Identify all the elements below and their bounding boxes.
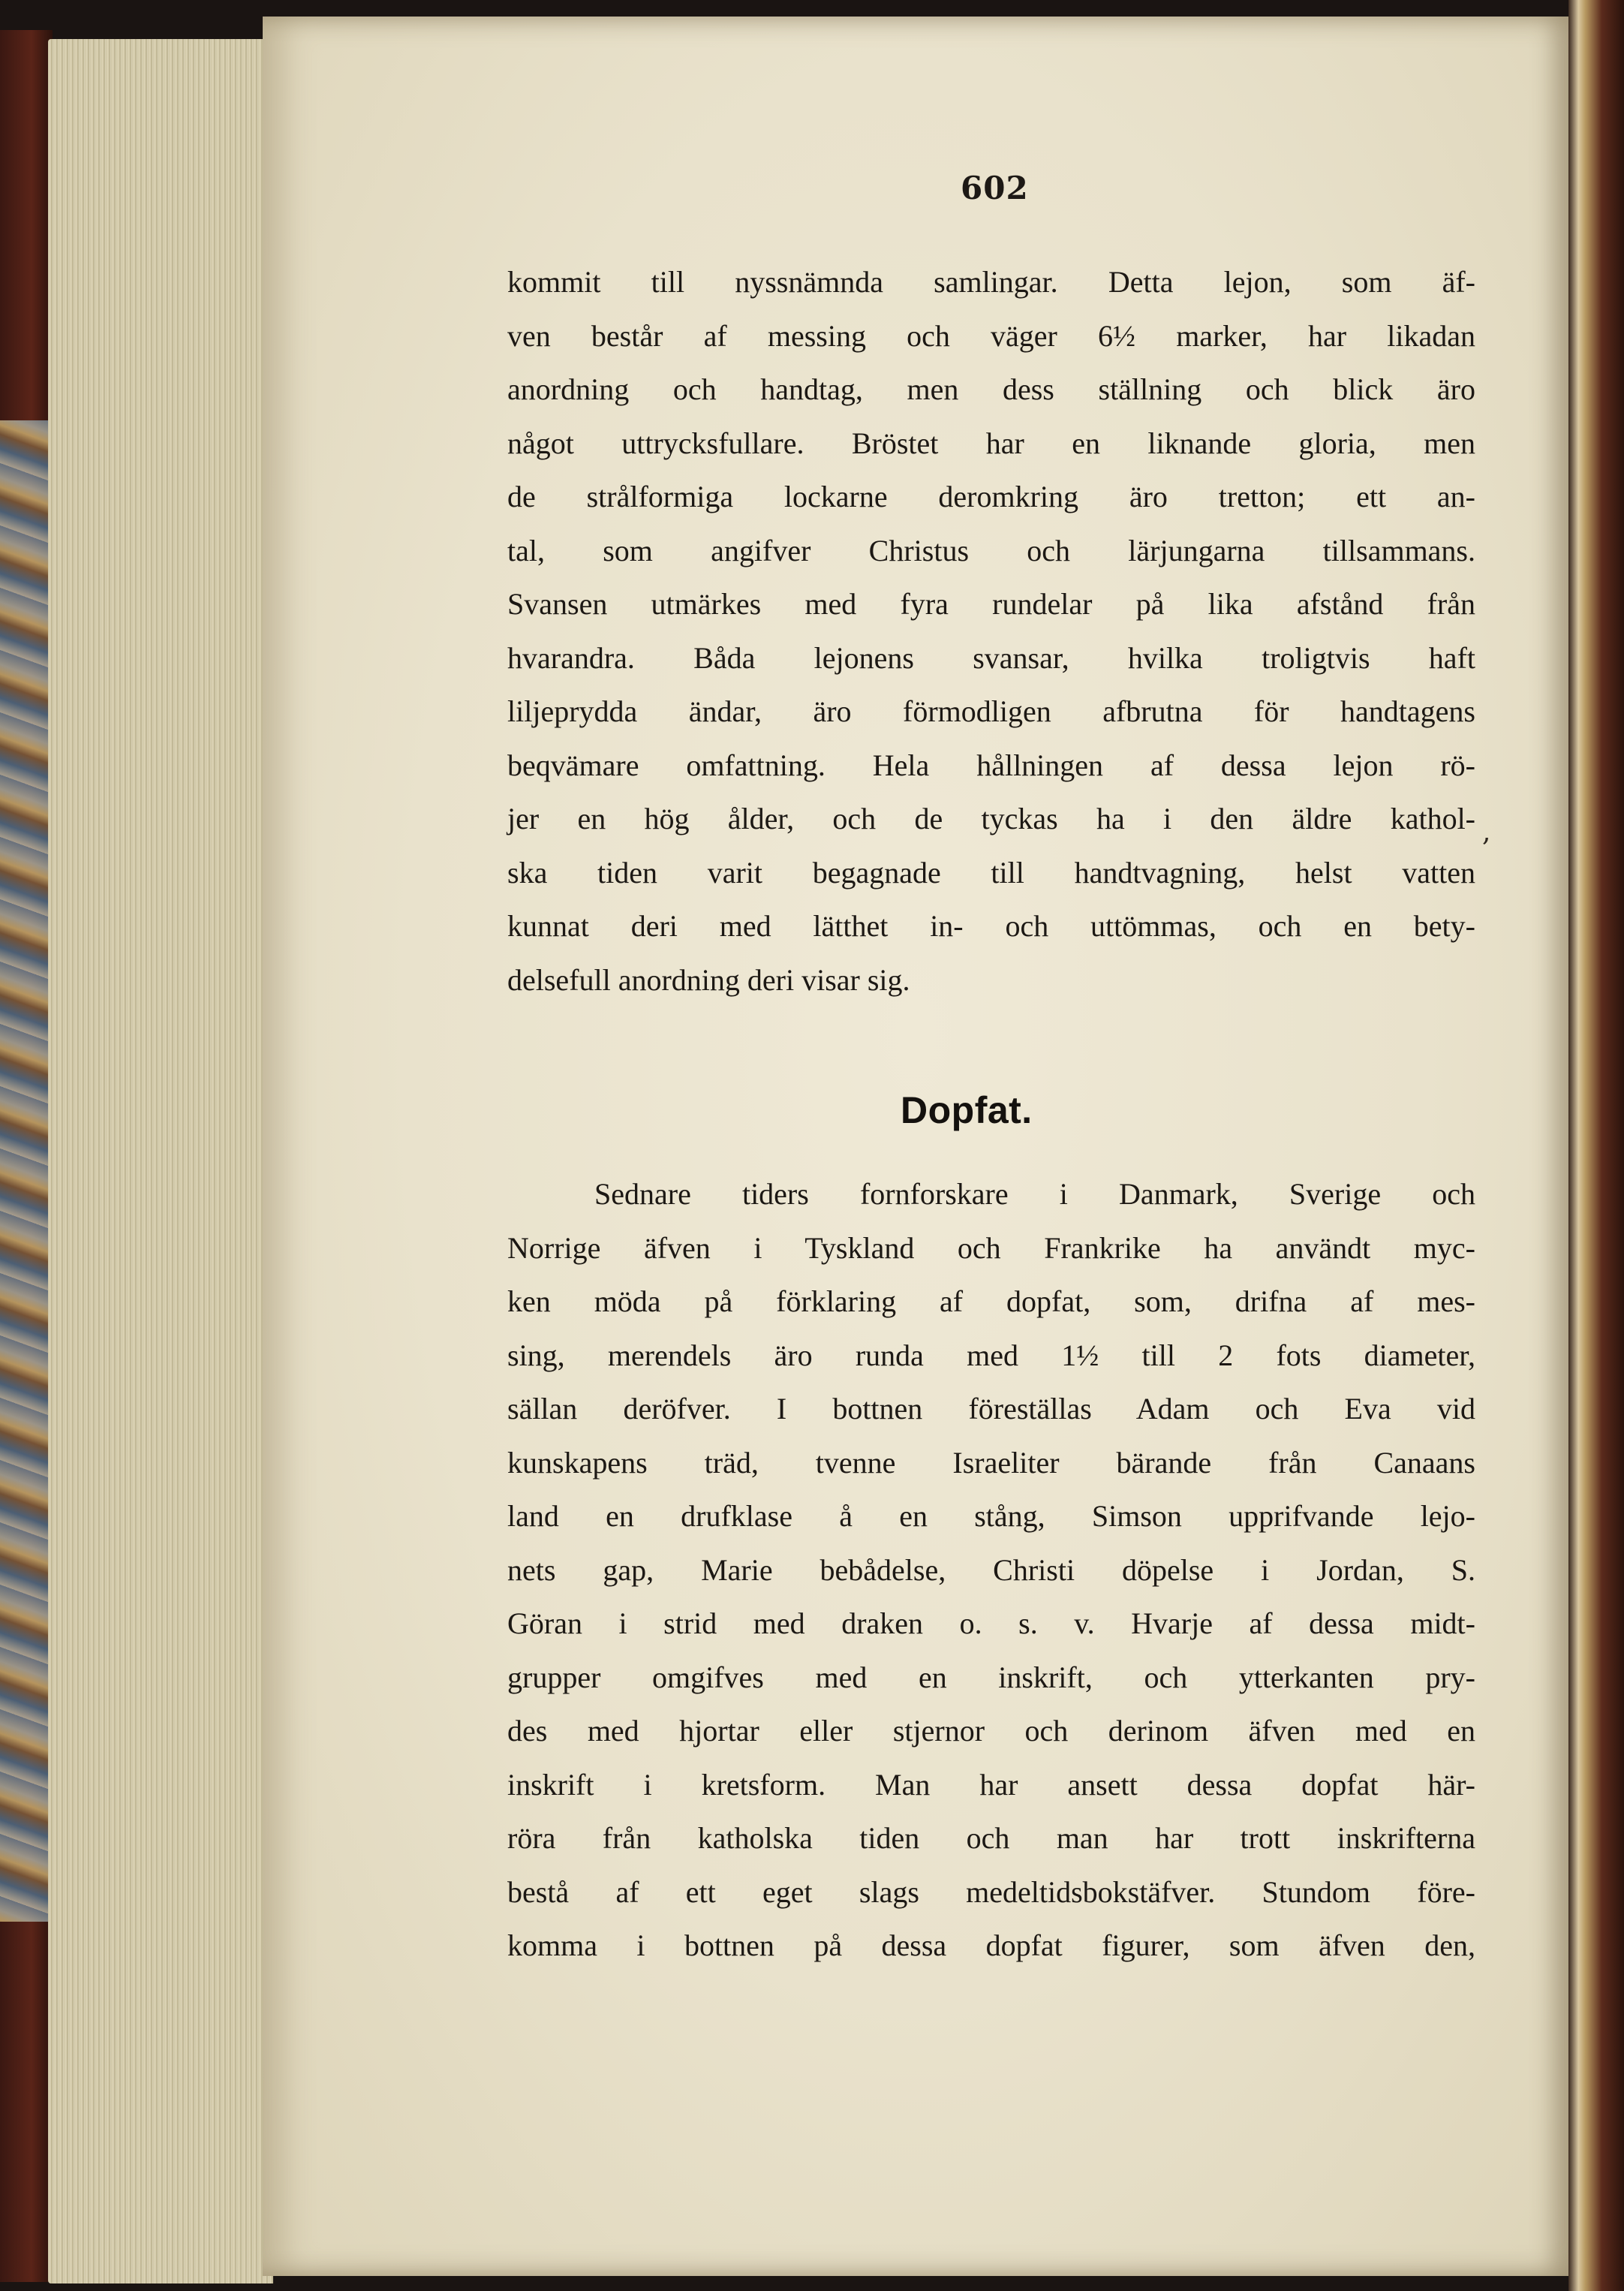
text-line: komma i bottnen på dessa dopfat figurer, som äfven den, <box>507 1928 1475 1962</box>
text-line: inskrift i kretsform. Man har ansett dessa dopfat här- <box>507 1767 1475 1802</box>
text-line: ven består af messing och väger 6½ marker, har likadan <box>507 318 1475 353</box>
book-cover-right <box>1568 0 1624 2291</box>
text-line: röra från katholska tiden och man har trott inskrifterna <box>507 1821 1475 1855</box>
text-line: liljeprydda ändar, äro förmodligen afbrutna för handtagens <box>507 694 1475 728</box>
text-line: sing, merendels äro runda med 1½ till 2 fots diameter, <box>507 1338 1475 1372</box>
text-line: hvarandra. Båda lejonens svansar, hvilka troligtvis haft <box>507 640 1475 675</box>
text-line: ken möda på förklaring af dopfat, som, drifna af mes- <box>507 1284 1475 1318</box>
paragraph-1 <box>507 255 1475 1007</box>
text-line: kunskapens träd, tvenne Israeliter bärande från Canaans <box>507 1445 1475 1480</box>
text-line: jer en hög ålder, och de tyckas ha i den äldre kathol- <box>507 802 1475 835</box>
text-line: kunnat deri med lätthet in- och uttömmas, och en bety- <box>507 909 1475 943</box>
text-line: kommit till nyssnämnda samlingar. Detta lejon, som äf- <box>507 265 1475 299</box>
page-number: 602 <box>961 170 1029 206</box>
text-line: des med hjortar eller stjernor och derinom äfven med en <box>507 1714 1475 1748</box>
page-edges <box>48 39 273 2283</box>
text-line: Svansen utmärkes med fyra rundelar på lika afstånd från <box>507 587 1475 621</box>
text-line: beqvämare omfattning. Hela hållningen af dessa lejon rö- <box>507 748 1475 782</box>
text-line: Göran i strid med draken o. s. v. Hvarje af dessa midt- <box>507 1606 1475 1640</box>
stray-mark: , <box>1482 817 1491 847</box>
text-line: delsefull anordning deri visar sig. <box>507 962 910 997</box>
text-line: bestå af ett eget slags medeltidsbokstäfver. Stundom före- <box>507 1874 1475 1909</box>
text-line: nets gap, Marie bebådelse, Christi döpelse i Jordan, S. <box>507 1552 1475 1587</box>
text-line: sällan deröfver. I bottnen föreställas Adam och Eva vid <box>507 1392 1475 1425</box>
marbled-edge <box>0 420 54 1922</box>
text-line: Sednare tiders fornforskare i Danmark, Sverige och <box>594 1177 1475 1211</box>
text-line: ska tiden varit begagnade till handtvagning, helst vatten <box>507 855 1475 890</box>
text-line: anordning och handtag, men dess ställning och blick äro <box>507 372 1475 406</box>
text-line: grupper omgifves med en inskrift, och ytterkanten pry- <box>507 1660 1475 1694</box>
text-line: de strålformiga lockarne deromkring äro tretton; ett an- <box>507 480 1475 513</box>
text-line: tal, som angifver Christus och lärjungarna tillsammans. <box>507 533 1475 567</box>
text-line: något uttrycksfullare. Bröstet har en liknande gloria, men <box>507 426 1475 460</box>
section-heading: Dopfat. <box>901 1089 1033 1131</box>
paragraph-2 <box>507 1167 1475 1973</box>
text-line: land en drufklase å en stång, Simson upprifvande lejo- <box>507 1499 1475 1533</box>
text-line: Norrige äfven i Tyskland och Frankrike ha användt myc- <box>507 1230 1475 1265</box>
